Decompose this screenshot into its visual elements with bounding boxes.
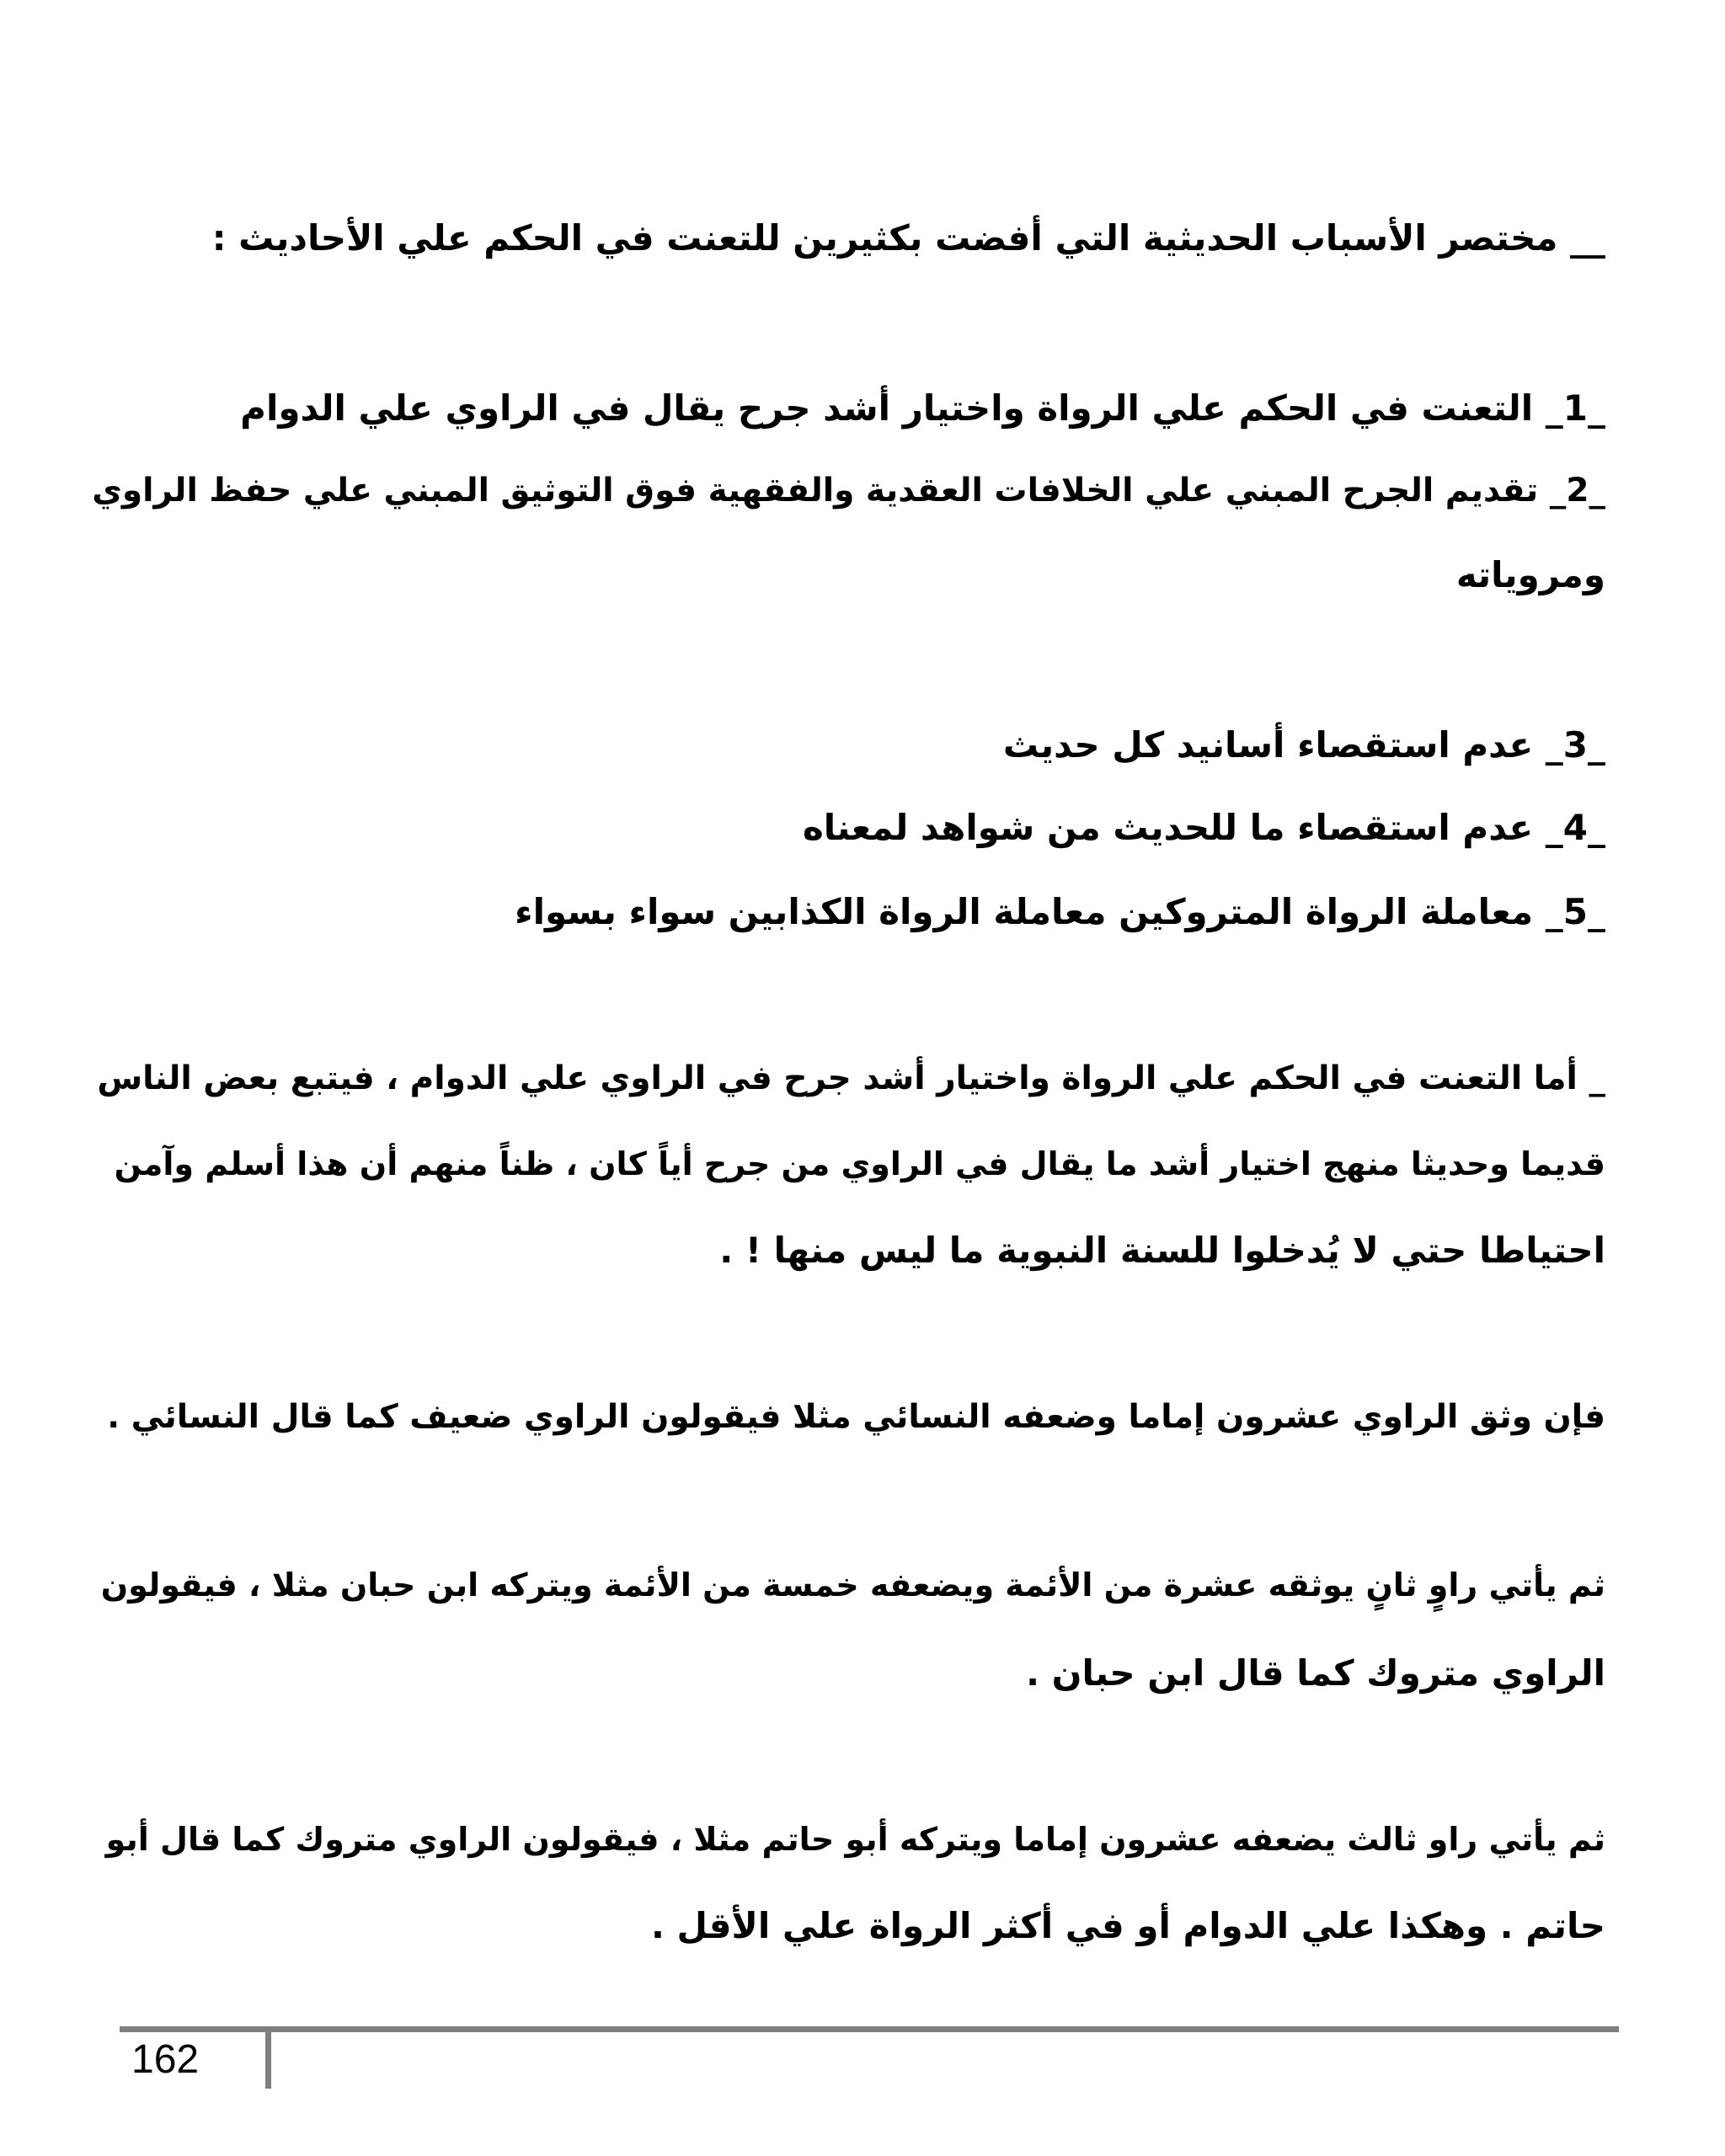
list-item-2: _2_ تقديم الجرح المبني علي الخلافات العقدية والفقهية فوق التوثيق المبني علي حفظ الراوي bbox=[92, 472, 1605, 510]
footer-rule bbox=[120, 2026, 1619, 2032]
list-item-1: _1_ التعنت في الحكم علي الرواة واختيار أشد جرح يقال في الراوي علي الدوام bbox=[240, 387, 1605, 429]
paragraph-line: ثم يأتي راوٍ ثانٍ يوثقه عشرة من الأئمة ويضعفه خمسة من الأئمة ويتركه ابن حبان مثلا ، فيقولون bbox=[100, 1566, 1605, 1604]
list-item-3: _3_ عدم استقصاء أسانيد كل حديث bbox=[1002, 724, 1605, 766]
paragraph-line: ثم يأتي راو ثالث يضعفه عشرون إماما ويتركه أبو حاتم مثلا ، فيقولون الراوي متروك كما قال أبو bbox=[105, 1821, 1605, 1858]
list-item-2-continued: ومروياته bbox=[1455, 554, 1605, 595]
paragraph-line: _ أما التعنت في الحكم علي الرواة واختيار أشد جرح في الراوي علي الدوام ، فيتبع بعض الناس bbox=[97, 1059, 1605, 1097]
page-number: 162 bbox=[131, 2037, 200, 2082]
paragraph-line: احتياطا حتي لا يُدخلوا للسنة النبوية ما ليس منها ! . bbox=[719, 1230, 1605, 1271]
list-item-5: _5_ معاملة الرواة المتروكين معاملة الرواة الكذابين سواء بسواء bbox=[515, 891, 1605, 932]
footer-divider bbox=[265, 2026, 271, 2089]
paragraph-line: فإن وثق الراوي عشرون إماما وضعفه النسائي مثلا فيقولون الراوي ضعيف كما قال النسائي . bbox=[107, 1398, 1605, 1436]
paragraph-line: قديما وحديثا منهج اختيار أشد ما يقال في الراوي من جرح أياً كان ، ظناً منهم أن هذا أسلم وآمن bbox=[114, 1145, 1605, 1182]
section-title: __ مختصر الأسباب الحديثية التي أفضت بكثيرين للتعنت في الحكم علي الأحاديث : bbox=[211, 217, 1605, 259]
paragraph-line: الراوي متروك كما قال ابن حبان . bbox=[1026, 1652, 1605, 1694]
list-item-4: _4_ عدم استقصاء ما للحديث من شواهد لمعناه bbox=[802, 807, 1605, 848]
paragraph-line: حاتم . وهكذا علي الدوام أو في أكثر الرواة علي الأقل . bbox=[650, 1905, 1605, 1946]
